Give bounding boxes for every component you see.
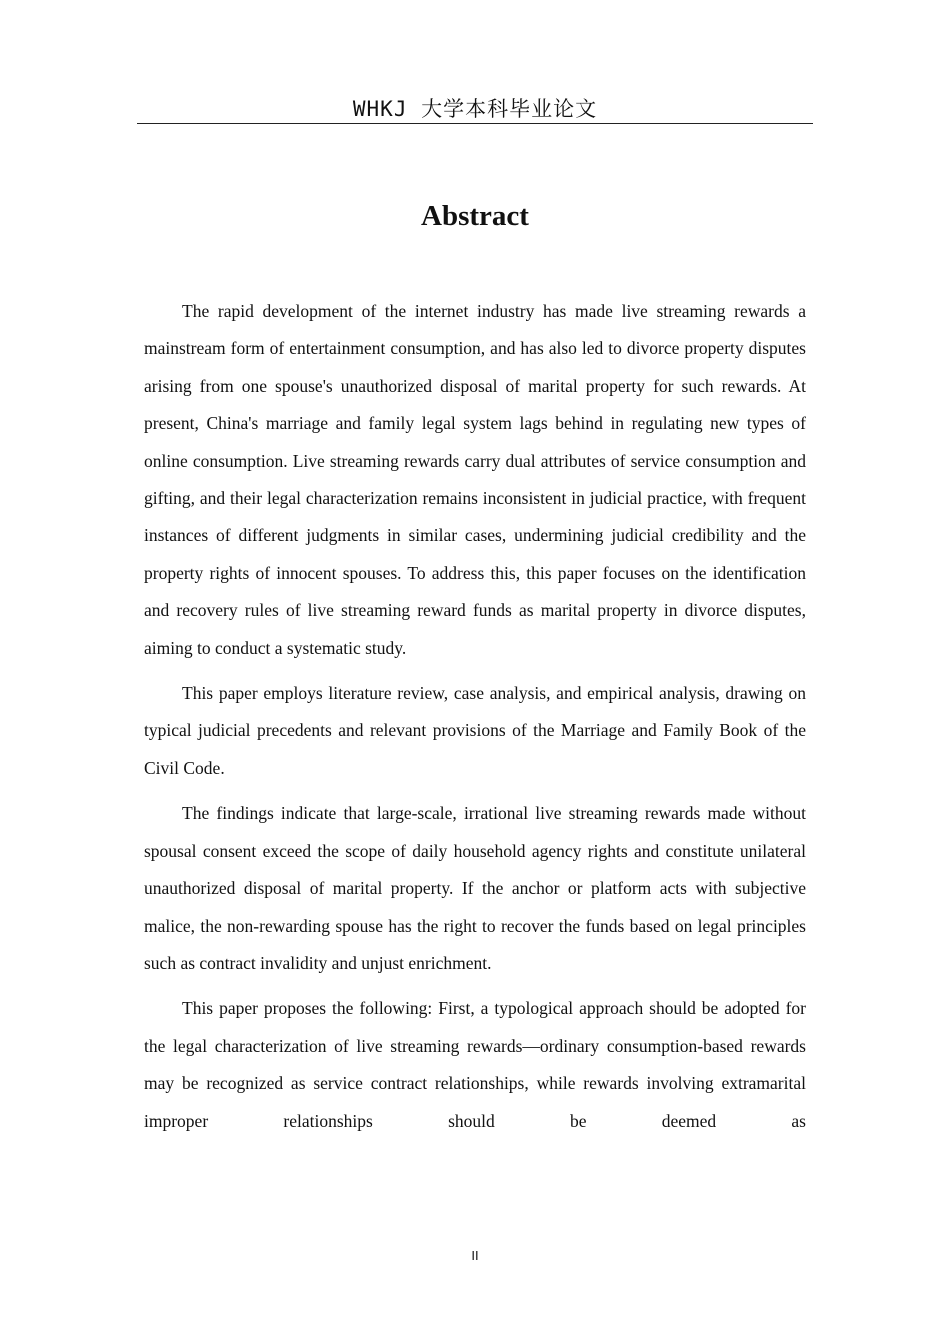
paragraph-2: This paper employs literature review, case analysis, and empirical analysis, drawing on typical judicial precedents and relevant provisions of the Marriage and Family Book of the Civil Code. [144, 683, 806, 778]
abstract-body [144, 293, 806, 1148]
page-number: II [471, 1248, 479, 1263]
paragraph-3: The findings indicate that large-scale, irrational live streaming rewards made without spousal consent exceed the scope of daily household agency rights and constitute unilateral unauthorized disposal of marital property. If the anchor or platform acts with subjective malice, the non-rewarding spouse has the right to recover the funds based on legal principles such as contract invalidity and unjust enrichment. [144, 803, 806, 973]
page-title: Abstract [421, 200, 529, 232]
header-divider [137, 123, 813, 124]
running-header: WHKJ 大学本科毕业论文 [352, 97, 598, 121]
paragraph-4: This paper proposes the following: First, a typological approach should be adopted for the legal characterization of live streaming rewards—ordinary consumption-based rewards may be recognized as service contract relationships, while rewards involving extramarital improper relationships should be deemed as [144, 998, 806, 1131]
paragraph-1: The rapid development of the internet industry has made live streaming rewards a mainstream form of entertainment consumption, and has also led to divorce property disputes arising from one spouse's unauthorized disposal of marital property for such rewards. At present, China's marriage and family legal system lags behind in regulating new types of online consumption. Live streaming rewards carry dual attributes of service consumption and gifting, and their legal characterization remains inconsistent in judicial practice, with frequent instances of different judgments in similar cases, undermining judicial credibility and the property rights of innocent spouses. To address this, this paper focuses on the identification and recovery rules of live streaming reward funds as marital property in divorce disputes, aiming to conduct a systematic study. [144, 301, 806, 658]
